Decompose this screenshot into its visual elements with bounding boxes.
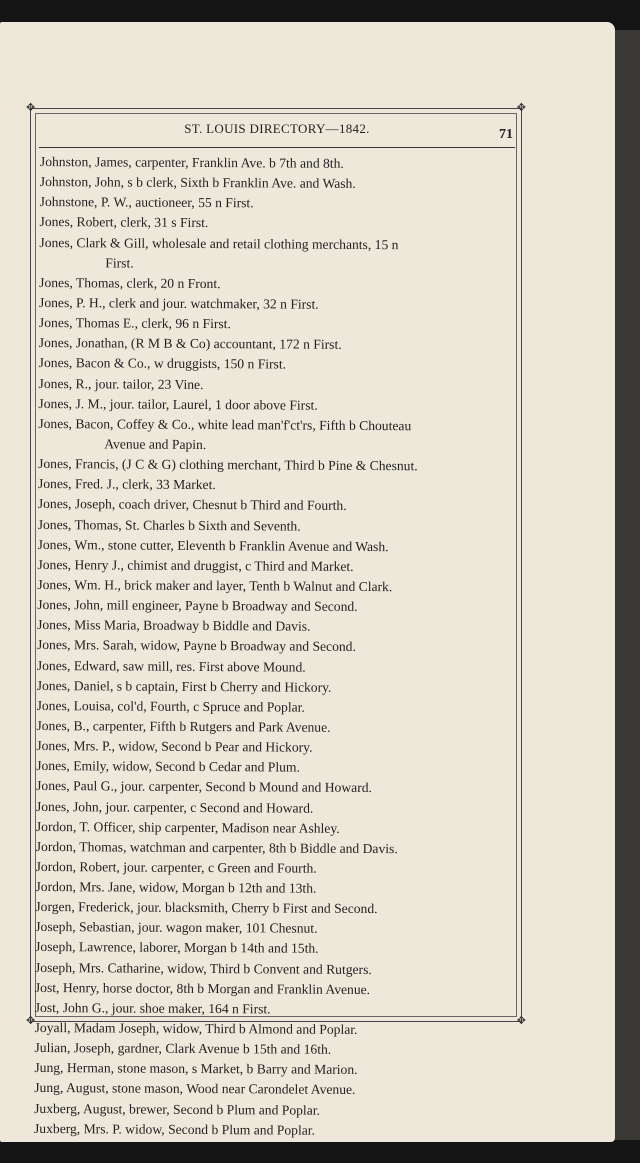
directory-entry: Juxberg, Mrs. P. widow, Second b Plum and Poplar. (33, 1120, 316, 1138)
directory-entry: Juxberg, August, brewer, Second b Plum and Poplar. (34, 1100, 320, 1118)
directory-entry: Johnstone, P. W., auctioneer, 55 n First. (39, 194, 254, 211)
page-edge (615, 30, 640, 1140)
corner-ornament-icon: ✥ (26, 102, 36, 114)
page-frame (26, 102, 526, 1138)
directory-entry: Jones, Emily, widow, Second b Cedar and Plum. (36, 758, 300, 775)
directory-entry: Julian, Joseph, gardner, Clark Avenue b 15th and 16th. (34, 1040, 332, 1057)
directory-entry: Jung, Herman, stone mason, s Market, b Barry and Marion. (34, 1060, 358, 1078)
directory-entry: Jordon, Robert, jour. carpenter, c Green and Fourth. (35, 858, 317, 876)
directory-entry: Jones, P. H., clerk and jour. watchmaker, 32 n First. (39, 294, 319, 312)
directory-entry: Jones, Henry J., chimist and druggist, c Third and Market. (37, 556, 354, 574)
directory-entry: Jones, Mrs. Sarah, widow, Payne b Broadway and Second. (36, 637, 356, 655)
directory-entry: Jones, Bacon & Co., w druggists, 150 n First. (38, 355, 287, 372)
directory-entry: Jones, Francis, (J C & G) clothing merchant, Third b Pine & Chesnut. (38, 456, 418, 474)
directory-entry: Jones, Robert, clerk, 31 s First. (39, 214, 209, 231)
directory-entry: Jordon, Thomas, watchman and carpenter, 8th b Biddle and Davis. (35, 838, 398, 856)
directory-entry: Jones, John, jour. carpenter, c Second and Howard. (35, 798, 314, 816)
directory-entry: Jones, Wm. H., brick maker and layer, Tenth b Walnut and Clark. (37, 576, 393, 595)
directory-entry: Jones, Daniel, s b captain, First b Cherry and Hickory. (36, 677, 332, 695)
corner-ornament-icon: ✥ (516, 102, 526, 114)
directory-entry: Jones, Miss Maria, Broadway b Biddle and Davis. (37, 617, 311, 634)
directory-entry: Joseph, Lawrence, laborer, Morgan b 14th and 15th. (35, 939, 319, 957)
directory-entry: Jones, Clark & Gill, wholesale and retail clothing merchants, 15 n (39, 234, 399, 252)
directory-entry: Jordon, T. Officer, ship carpenter, Madison near Ashley. (35, 818, 340, 836)
page-number: 71 (499, 127, 513, 142)
directory-entry-continuation: First. (105, 255, 134, 271)
corner-ornament-icon: ✥ (516, 1015, 526, 1027)
directory-entry: Jones, Wm., stone cutter, Eleventh b Franklin Avenue and Wash. (37, 536, 389, 554)
directory-entry: Jones, Mrs. P., widow, Second b Pear and Hickory. (36, 738, 313, 755)
directory-entry: Jordon, Mrs. Jane, widow, Morgan b 12th and 13th. (35, 879, 317, 896)
directory-entry: Jones, Louisa, col'd, Fourth, c Spruce and Poplar. (36, 697, 305, 715)
directory-entry: Johnston, James, carpenter, Franklin Ave. b 7th and 8th. (39, 153, 344, 171)
directory-entry: Jones, B., carpenter, Fifth b Rutgers and Park Avenue. (36, 717, 331, 735)
directory-entry: Jones, John, mill engineer, Payne b Broadway and Second. (37, 597, 358, 615)
directory-entry: Johnston, John, s b clerk, Sixth b Franklin Ave. and Wash. (39, 174, 356, 192)
directory-entry: Jones, Edward, saw mill, res. First above Mound. (36, 657, 306, 675)
directory-entry: Jones, J. M., jour. tailor, Laurel, 1 door above First. (38, 395, 318, 413)
directory-entry: Jung, August, stone mason, Wood near Carondelet Avenue. (34, 1080, 356, 1098)
directory-entry: Joyall, Madam Joseph, widow, Third b Almond and Poplar. (34, 1020, 358, 1038)
directory-entry: Jones, Jonathan, (R M B & Co) accountant, 172 n First. (38, 335, 342, 353)
directory-entries (34, 152, 510, 1142)
page-title: ST. LOUIS DIRECTORY—1842. (184, 121, 370, 136)
directory-entry-continuation: Avenue and Papin. (104, 436, 207, 452)
directory-entry: Jones, Joseph, coach driver, Chesnut b Third and Fourth. (37, 496, 347, 514)
directory-entry: Joseph, Sebastian, jour. wagon maker, 101 Chesnut. (35, 919, 318, 937)
running-header (39, 117, 515, 148)
directory-entry: Jost, John G., jour. shoe maker, 164 n First. (34, 999, 271, 1017)
directory-entry: Jost, Henry, horse doctor, 8th b Morgan and Franklin Avenue. (34, 979, 371, 997)
directory-entry: Jones, R., jour. tailor, 23 Vine. (38, 375, 204, 392)
corner-ornament-icon: ✥ (26, 1015, 36, 1027)
directory-entry: Joseph, Mrs. Catharine, widow, Third b Convent and Rutgers. (34, 959, 372, 977)
directory-entry: Jones, Thomas E., clerk, 96 n First. (38, 315, 231, 332)
directory-entry: Jones, Thomas, St. Charles b Sixth and Seventh. (37, 516, 301, 534)
directory-entry: Jones, Bacon, Coffey & Co., white lead man'f'ct'rs, Fifth b Chouteau (38, 415, 412, 434)
directory-entry: Jones, Thomas, clerk, 20 n Front. (39, 274, 221, 291)
directory-entry: Jones, Paul G., jour. carpenter, Second b Mound and Howard. (36, 778, 373, 796)
directory-entry: Jorgen, Frederick, jour. blacksmith, Cherry b First and Second. (35, 899, 378, 917)
directory-entry: Jones, Fred. J., clerk, 33 Market. (37, 476, 216, 493)
